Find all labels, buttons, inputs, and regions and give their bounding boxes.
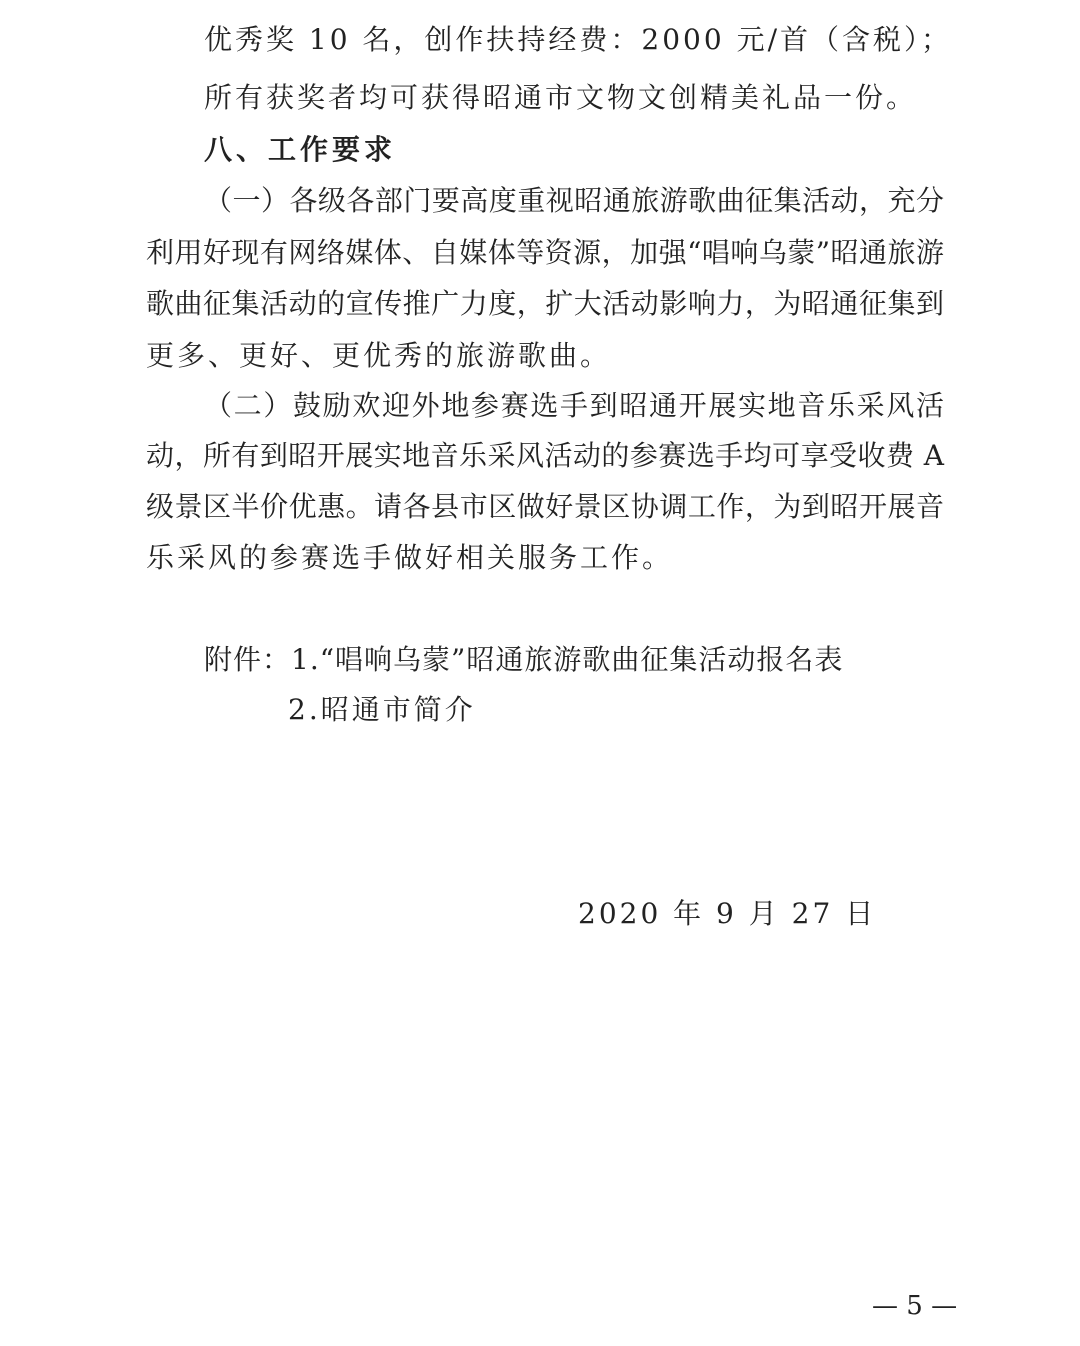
attachment-line-2: 2.昭通市简介 [288, 693, 476, 726]
page-number: — 5 — [872, 1291, 958, 1321]
section-heading: 八、工作要求 [204, 133, 397, 166]
paragraph-1-line-3: 歌曲征集活动的宣传推广力度，扩大活动影响力，为昭通征集到 [146, 287, 944, 320]
award-line-gift: 所有获奖者均可获得昭通市文物文创精美礼品一份。 [204, 81, 918, 114]
paragraph-2-line-2: 动，所有到昭开展实地音乐采风活动的参赛选手均可享受收费 A [146, 439, 944, 472]
paragraph-1-line-4: 更多、更好、更优秀的旅游歌曲。 [146, 339, 612, 372]
paragraph-1-line-2: 利用好现有网络媒体、自媒体等资源，加强“唱响乌蒙”昭通旅游 [146, 236, 944, 269]
attachment-line-1: 附件：1.“唱响乌蒙”昭通旅游歌曲征集活动报名表 [204, 643, 844, 676]
award-line-excellence: 优秀奖 10 名，创作扶持经费：2000 元/首（含税）； [204, 23, 953, 56]
paragraph-2-line-3: 级景区半价优惠。请各县市区做好景区协调工作，为到昭开展音 [146, 490, 944, 523]
paragraph-2-line-4: 乐采风的参赛选手做好相关服务工作。 [146, 541, 674, 574]
paragraph-1-line-1: （一）各级各部门要高度重视昭通旅游歌曲征集活动，充分 [204, 184, 944, 217]
document-date: 2020 年 9 月 27 日 [578, 897, 877, 930]
paragraph-2-line-1: （二）鼓励欢迎外地参赛选手到昭通开展实地音乐采风活 [204, 389, 944, 422]
